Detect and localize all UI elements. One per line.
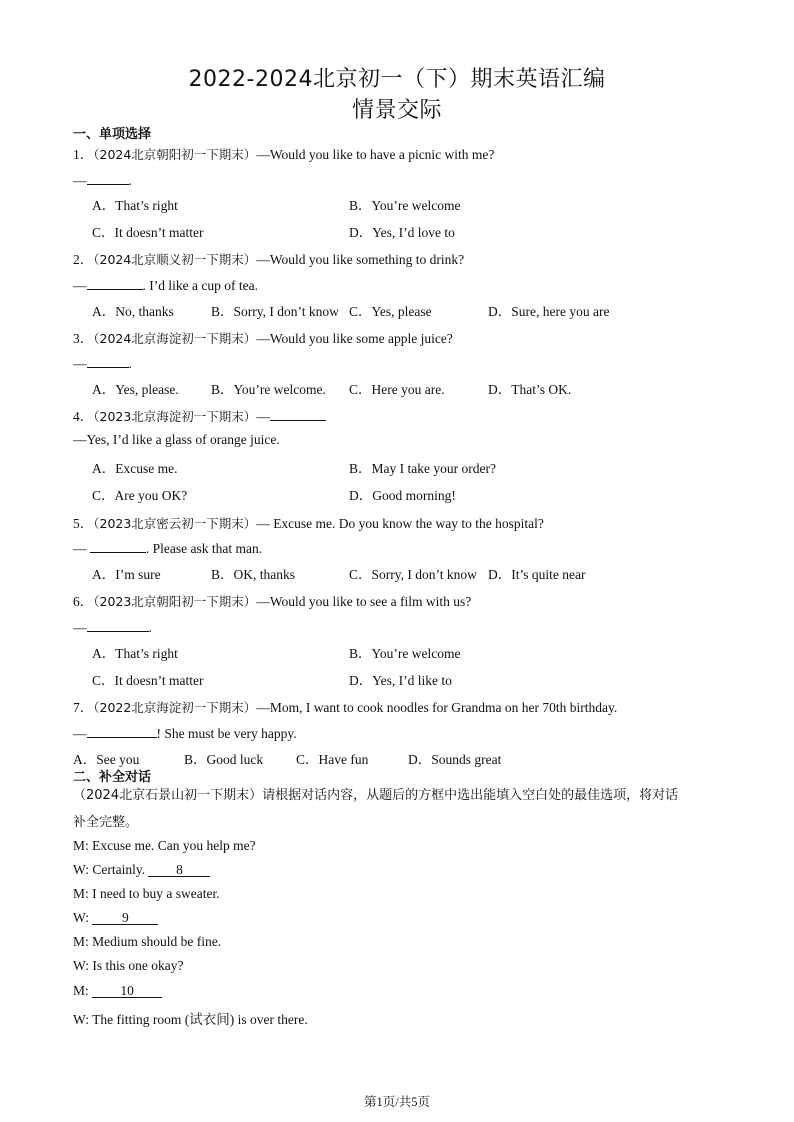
question-2-reply: — . I’d like a cup of tea.: [73, 275, 258, 294]
option-c[interactable]: C．It doesn’t matter: [92, 225, 204, 240]
page-title: 2022-2024北京初一（下）期末英语汇编: [188, 67, 606, 92]
dialogue-line: W: 9: [73, 910, 158, 926]
option-d[interactable]: D．It’s quite near: [488, 567, 586, 582]
option-c[interactable]: C．Here you are.: [349, 382, 445, 397]
dialogue-line: W: Certainly. 8: [73, 862, 210, 878]
dialogue-line: M: Medium should be fine.: [73, 934, 222, 949]
dialogue-line: W: Is this one okay?: [73, 958, 184, 973]
option-a[interactable]: A．Yes, please.: [92, 382, 179, 397]
question-1: 1．（2024北京朝阳初一下期末）—Would you like to have a picnic with me?: [73, 147, 495, 162]
question-7: 7．（2022北京海淀初一下期末）—Mom, I want to cook noodles for Grandma on her 70th birthday.: [73, 700, 618, 715]
option-c[interactable]: C．Sorry, I don’t know: [349, 567, 477, 582]
question-4: 4．（2023北京海淀初一下期末）—: [73, 405, 326, 425]
option-d[interactable]: D．Yes, I’d love to: [349, 225, 455, 240]
option-a[interactable]: A．That’s right: [92, 198, 178, 213]
option-a[interactable]: A．See you: [73, 752, 140, 767]
page-subtitle: 情景交际: [351, 98, 442, 123]
option-a[interactable]: A．That’s right: [92, 646, 178, 661]
option-b[interactable]: B．Good luck: [184, 752, 264, 767]
answer-blank[interactable]: [87, 353, 129, 368]
option-b[interactable]: B．May I take your order?: [349, 461, 496, 476]
question-source: （2024北京朝阳初一下期末）: [93, 147, 257, 162]
option-a[interactable]: A．Excuse me.: [92, 461, 178, 476]
option-b[interactable]: B．You’re welcome: [349, 198, 461, 213]
question-source: （2023北京密云初一下期末）: [93, 516, 257, 531]
answer-blank[interactable]: [90, 538, 146, 553]
option-a[interactable]: A．No, thanks: [92, 304, 174, 319]
answer-blank[interactable]: [87, 723, 157, 738]
question-5: 5．（2023北京密云初一下期末）— Excuse me. Do you know the way to the hospital?: [73, 516, 544, 531]
option-a[interactable]: A．I’m sure: [92, 567, 161, 582]
dialogue-instructions: （2024北京石景山初一下期末）请根据对话内容，从题后的方框中选出能填入空白处的最佳选项，将对话: [73, 788, 679, 803]
dialogue-instructions-cont: 补全完整。: [73, 815, 139, 830]
question-7-reply: — ! She must be very happy.: [73, 723, 297, 742]
dialogue-line: M: I need to buy a sweater.: [73, 886, 220, 901]
question-source: （2024北京顺义初一下期末）: [93, 252, 257, 267]
answer-blank[interactable]: [270, 406, 326, 421]
dialogue-line: W: The fitting room (试衣间) is over there.: [73, 1012, 308, 1027]
question-4-reply: —Yes, I’d like a glass of orange juice.: [73, 432, 280, 447]
answer-blank-9[interactable]: 9: [92, 910, 158, 925]
question-1-reply: — .: [73, 170, 132, 189]
option-b[interactable]: B．Sorry, I don’t know: [211, 304, 339, 319]
option-c[interactable]: C．It doesn’t matter: [92, 673, 204, 688]
section-heading-dialogue: 二、补全对话: [73, 770, 152, 785]
option-d[interactable]: D．Sure, here you are: [488, 304, 610, 319]
option-c[interactable]: C．Are you OK?: [92, 488, 188, 503]
option-c[interactable]: C．Have fun: [296, 752, 369, 767]
answer-blank[interactable]: [87, 170, 129, 185]
answer-blank-10[interactable]: 10: [92, 983, 162, 998]
section-heading-single-choice: 一、单项选择: [73, 127, 152, 142]
option-b[interactable]: B．OK, thanks: [211, 567, 295, 582]
question-3: 3．（2024北京海淀初一下期末）—Would you like some apple juice?: [73, 331, 453, 346]
option-c[interactable]: C．Yes, please: [349, 304, 432, 319]
question-5-reply: — . Please ask that man.: [73, 538, 262, 557]
question-6: 6．（2023北京朝阳初一下期末）—Would you like to see a film with us?: [73, 594, 472, 609]
answer-blank[interactable]: [87, 617, 149, 632]
dialogue-line: M: 10: [73, 983, 162, 999]
option-b[interactable]: B．You’re welcome.: [211, 382, 326, 397]
question-source: （2023北京朝阳初一下期末）: [93, 594, 257, 609]
question-2: 2．（2024北京顺义初一下期末）—Would you like something to drink?: [73, 252, 465, 267]
dialogue-line: M: Excuse me. Can you help me?: [73, 838, 256, 853]
question-source: （2023北京海淀初一下期末）: [93, 409, 257, 424]
answer-blank[interactable]: [87, 275, 143, 290]
question-3-reply: — .: [73, 353, 132, 372]
option-d[interactable]: D．Good morning!: [349, 488, 456, 503]
question-source: （2024北京海淀初一下期末）: [93, 331, 257, 346]
answer-blank-8[interactable]: 8: [148, 862, 210, 877]
question-source: （2022北京海淀初一下期末）: [93, 700, 257, 715]
page-footer: 第1页/共5页: [364, 1095, 430, 1109]
option-b[interactable]: B．You’re welcome: [349, 646, 461, 661]
option-d[interactable]: D．Sounds great: [408, 752, 502, 767]
option-d[interactable]: D．Yes, I’d like to: [349, 673, 452, 688]
option-d[interactable]: D．That’s OK.: [488, 382, 572, 397]
question-6-reply: — .: [73, 617, 152, 636]
